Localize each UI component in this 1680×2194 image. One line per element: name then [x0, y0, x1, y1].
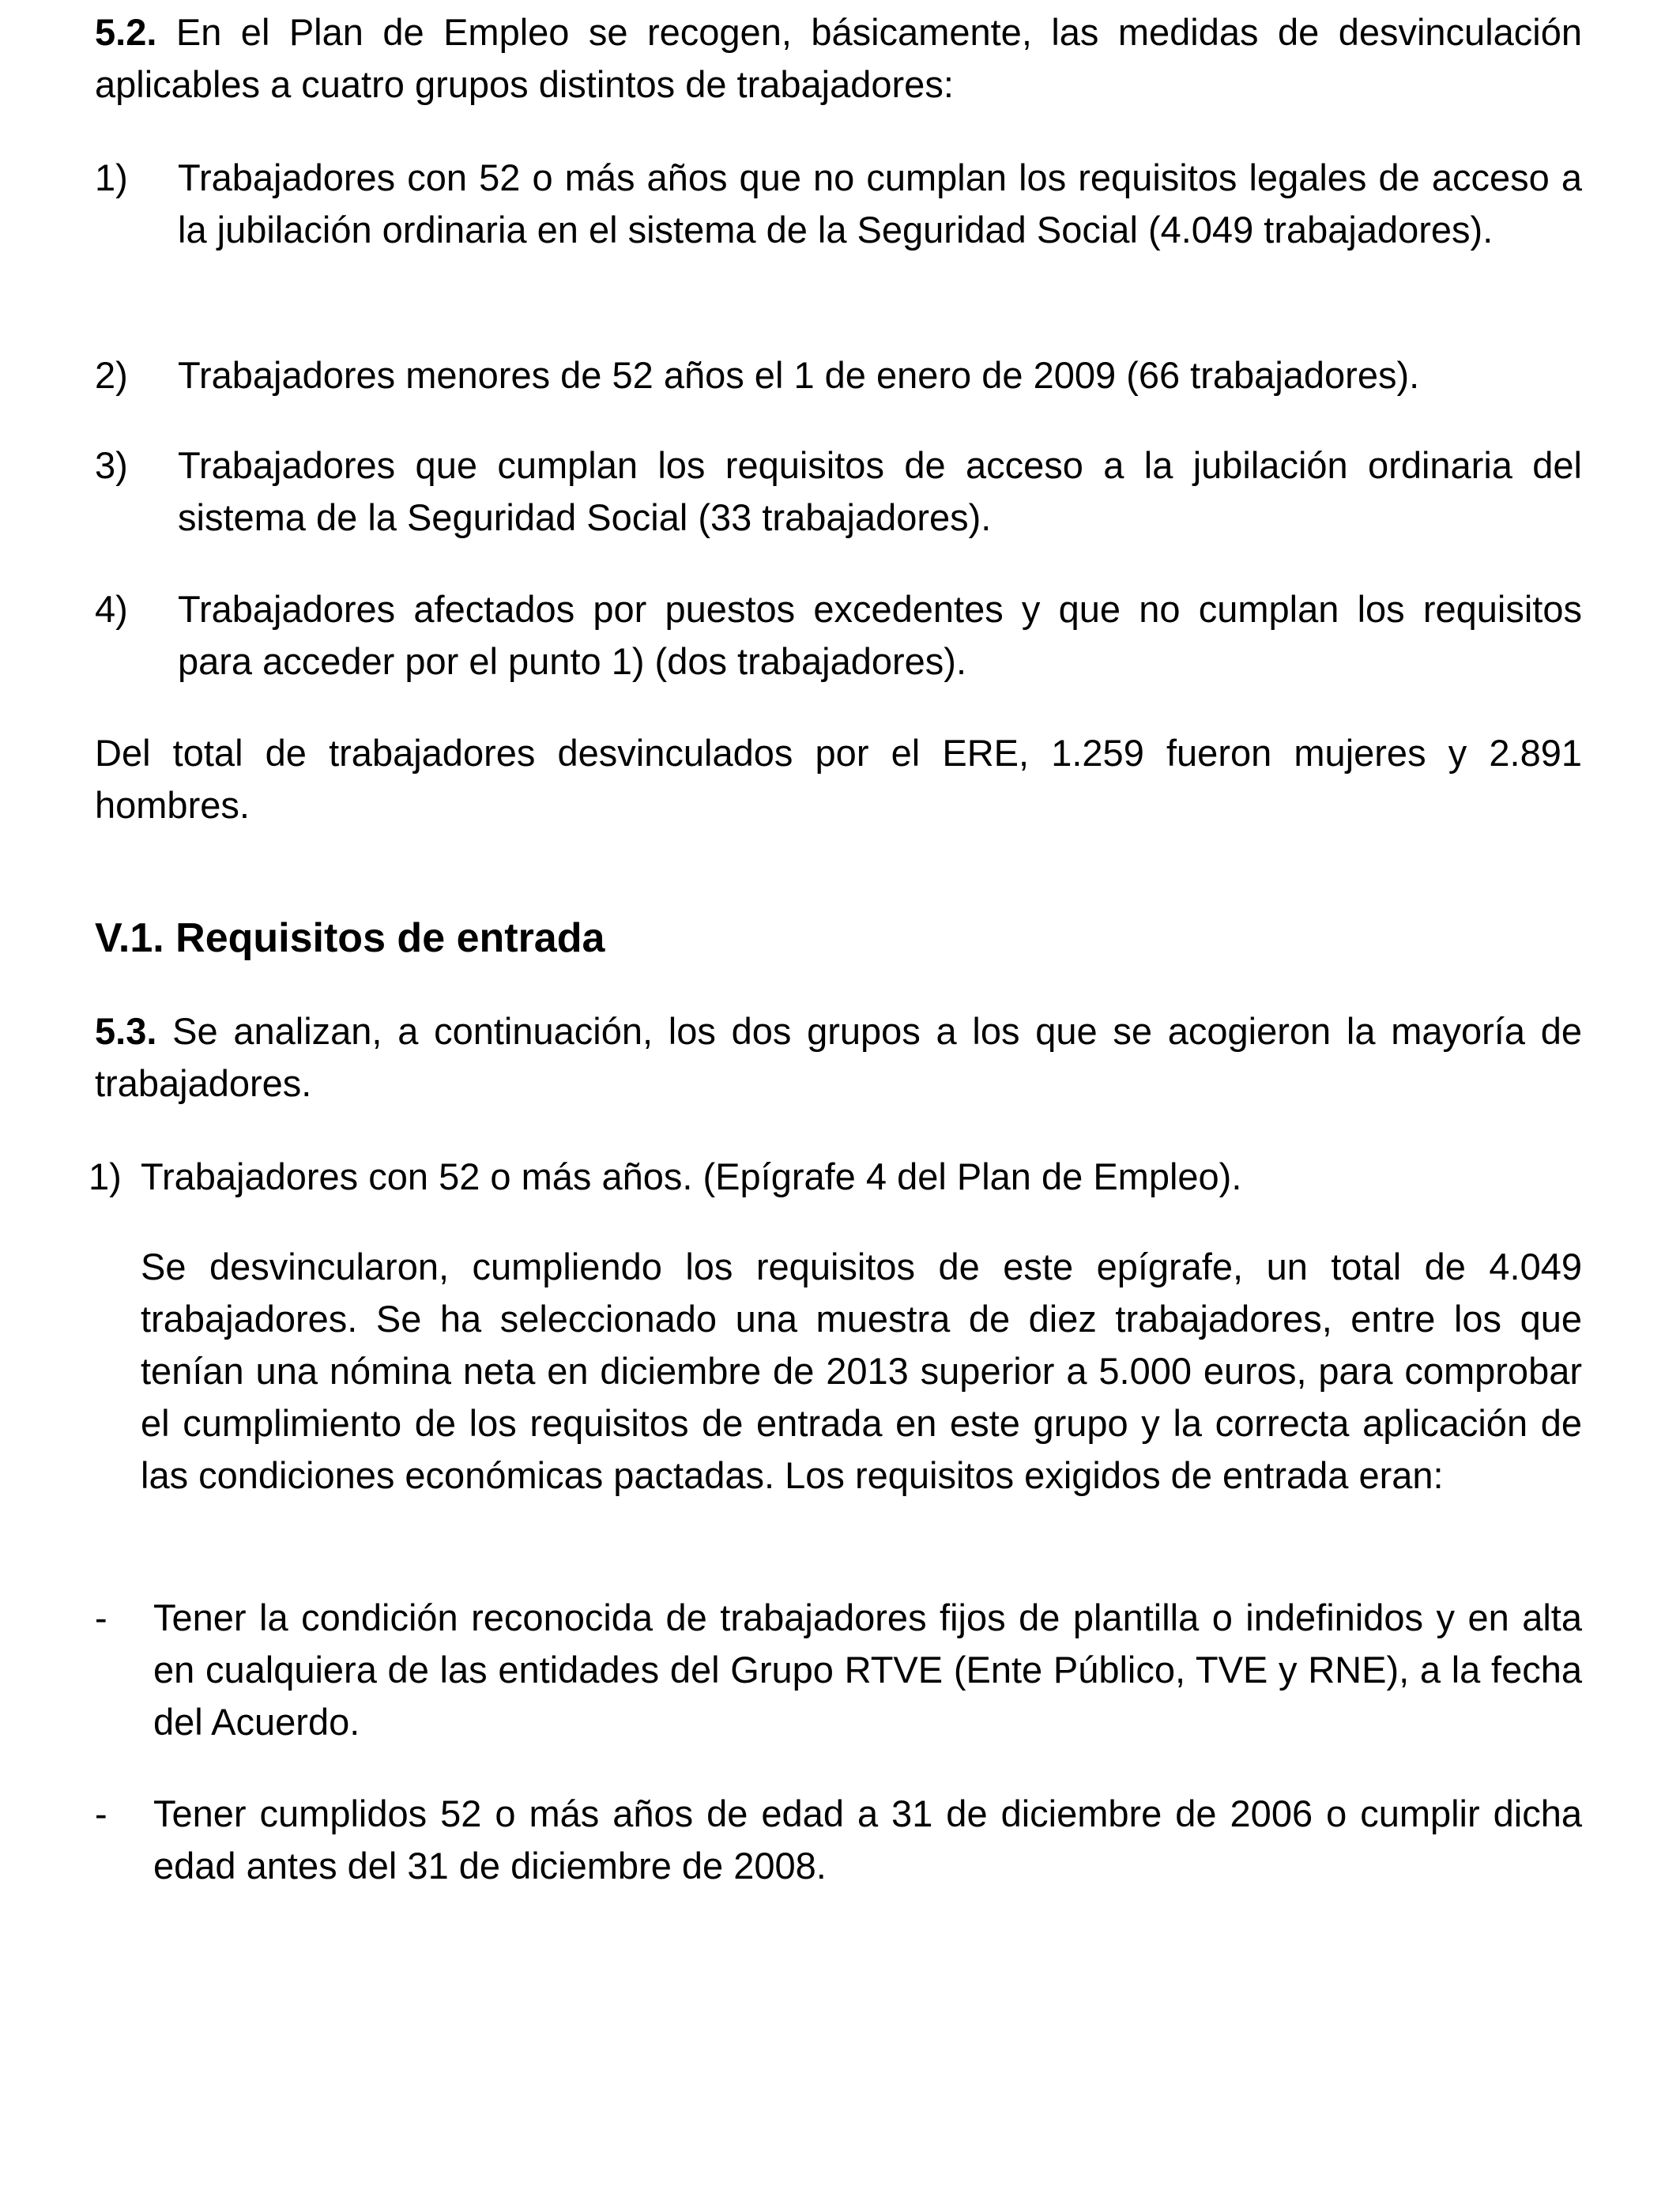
list-item-text: Trabajadores con 52 o más años que no cumplan los requisitos legales de acceso a la jubilación ordinaria en el sistema de la Seguridad Social (4.049 trabajadores). — [178, 156, 1582, 251]
requirement-item — [95, 1788, 1582, 1892]
subgroup-title — [89, 1151, 1674, 1203]
gender-summary: Del total de trabajadores desvinculados por el ERE, 1.259 fueron mujeres y 2.891 hombres. — [95, 732, 1582, 826]
list-marker: 3) — [95, 444, 128, 486]
requirement-text: Tener cumplidos 52 o más años de edad a 31 de diciembre de 2006 o cumplir dicha edad antes del 31 de diciembre de 2008. — [153, 1793, 1582, 1887]
list-item — [95, 583, 1680, 688]
requirement-text: Tener la condición reconocida de trabajadores fijos de plantilla o indefinidos y en alta en cualquiera de las entidades del Grupo RTVE (Ente Público, TVE y RNE), a la fecha del Acuerdo. — [153, 1596, 1582, 1743]
list-item-text: Trabajadores afectados por puestos excedentes y que no cumplan los requisitos para acceder por el punto 1) (dos trabajadores). — [178, 588, 1582, 682]
subgroup-title-text: Trabajadores con 52 o más años. (Epígrafe 4 del Plan de Empleo). — [141, 1155, 1242, 1197]
list-item — [95, 439, 1680, 544]
list-item — [95, 152, 1680, 310]
list-marker: 2) — [95, 354, 128, 396]
requirement-item — [95, 1592, 1582, 1750]
paragraph-text: En el Plan de Empleo se recogen, básicamente, las medidas de desvinculación aplicables a cuatro grupos distintos de trabajadores: — [95, 11, 1582, 105]
list-item-text: Trabajadores que cumplan los requisitos de acceso a la jubilación ordinaria del sistema de la Seguridad Social (33 trabajadores). — [178, 444, 1582, 538]
dash-marker: - — [95, 1596, 107, 1638]
list-marker: 1) — [89, 1155, 122, 1197]
paragraph-text: Se analizan, a continuación, los dos grupos a los que se acogieron la mayoría de trabajadores. — [95, 1010, 1582, 1104]
list-marker: 1) — [95, 156, 128, 198]
section-number: 5.3. — [95, 1010, 157, 1052]
subgroup-body: Se desvincularon, cumpliendo los requisitos de este epígrafe, un total de 4.049 trabajadores. Se ha seleccionado una muestra de diez trabajadores, entre los que tenían una nómina neta en diciembre de 2013 superior a 5.000 euros, para comprobar el cumplimiento de los requisitos de entrada en este grupo y la correcta aplicación de las condiciones económicas pactadas. Los requisitos exigidos de entrada eran: — [141, 1246, 1582, 1496]
list-marker: 4) — [95, 588, 128, 630]
dash-marker: - — [95, 1793, 107, 1834]
list-item-text: Trabajadores menores de 52 años el 1 de enero de 2009 (66 trabajadores). — [178, 354, 1420, 396]
paragraph-5-3 — [95, 1005, 1582, 1110]
paragraph-5-2 — [95, 6, 1582, 111]
list-item — [95, 349, 1680, 401]
section-heading: V.1. Requisitos de entrada — [95, 915, 605, 961]
section-number: 5.2. — [95, 11, 157, 53]
